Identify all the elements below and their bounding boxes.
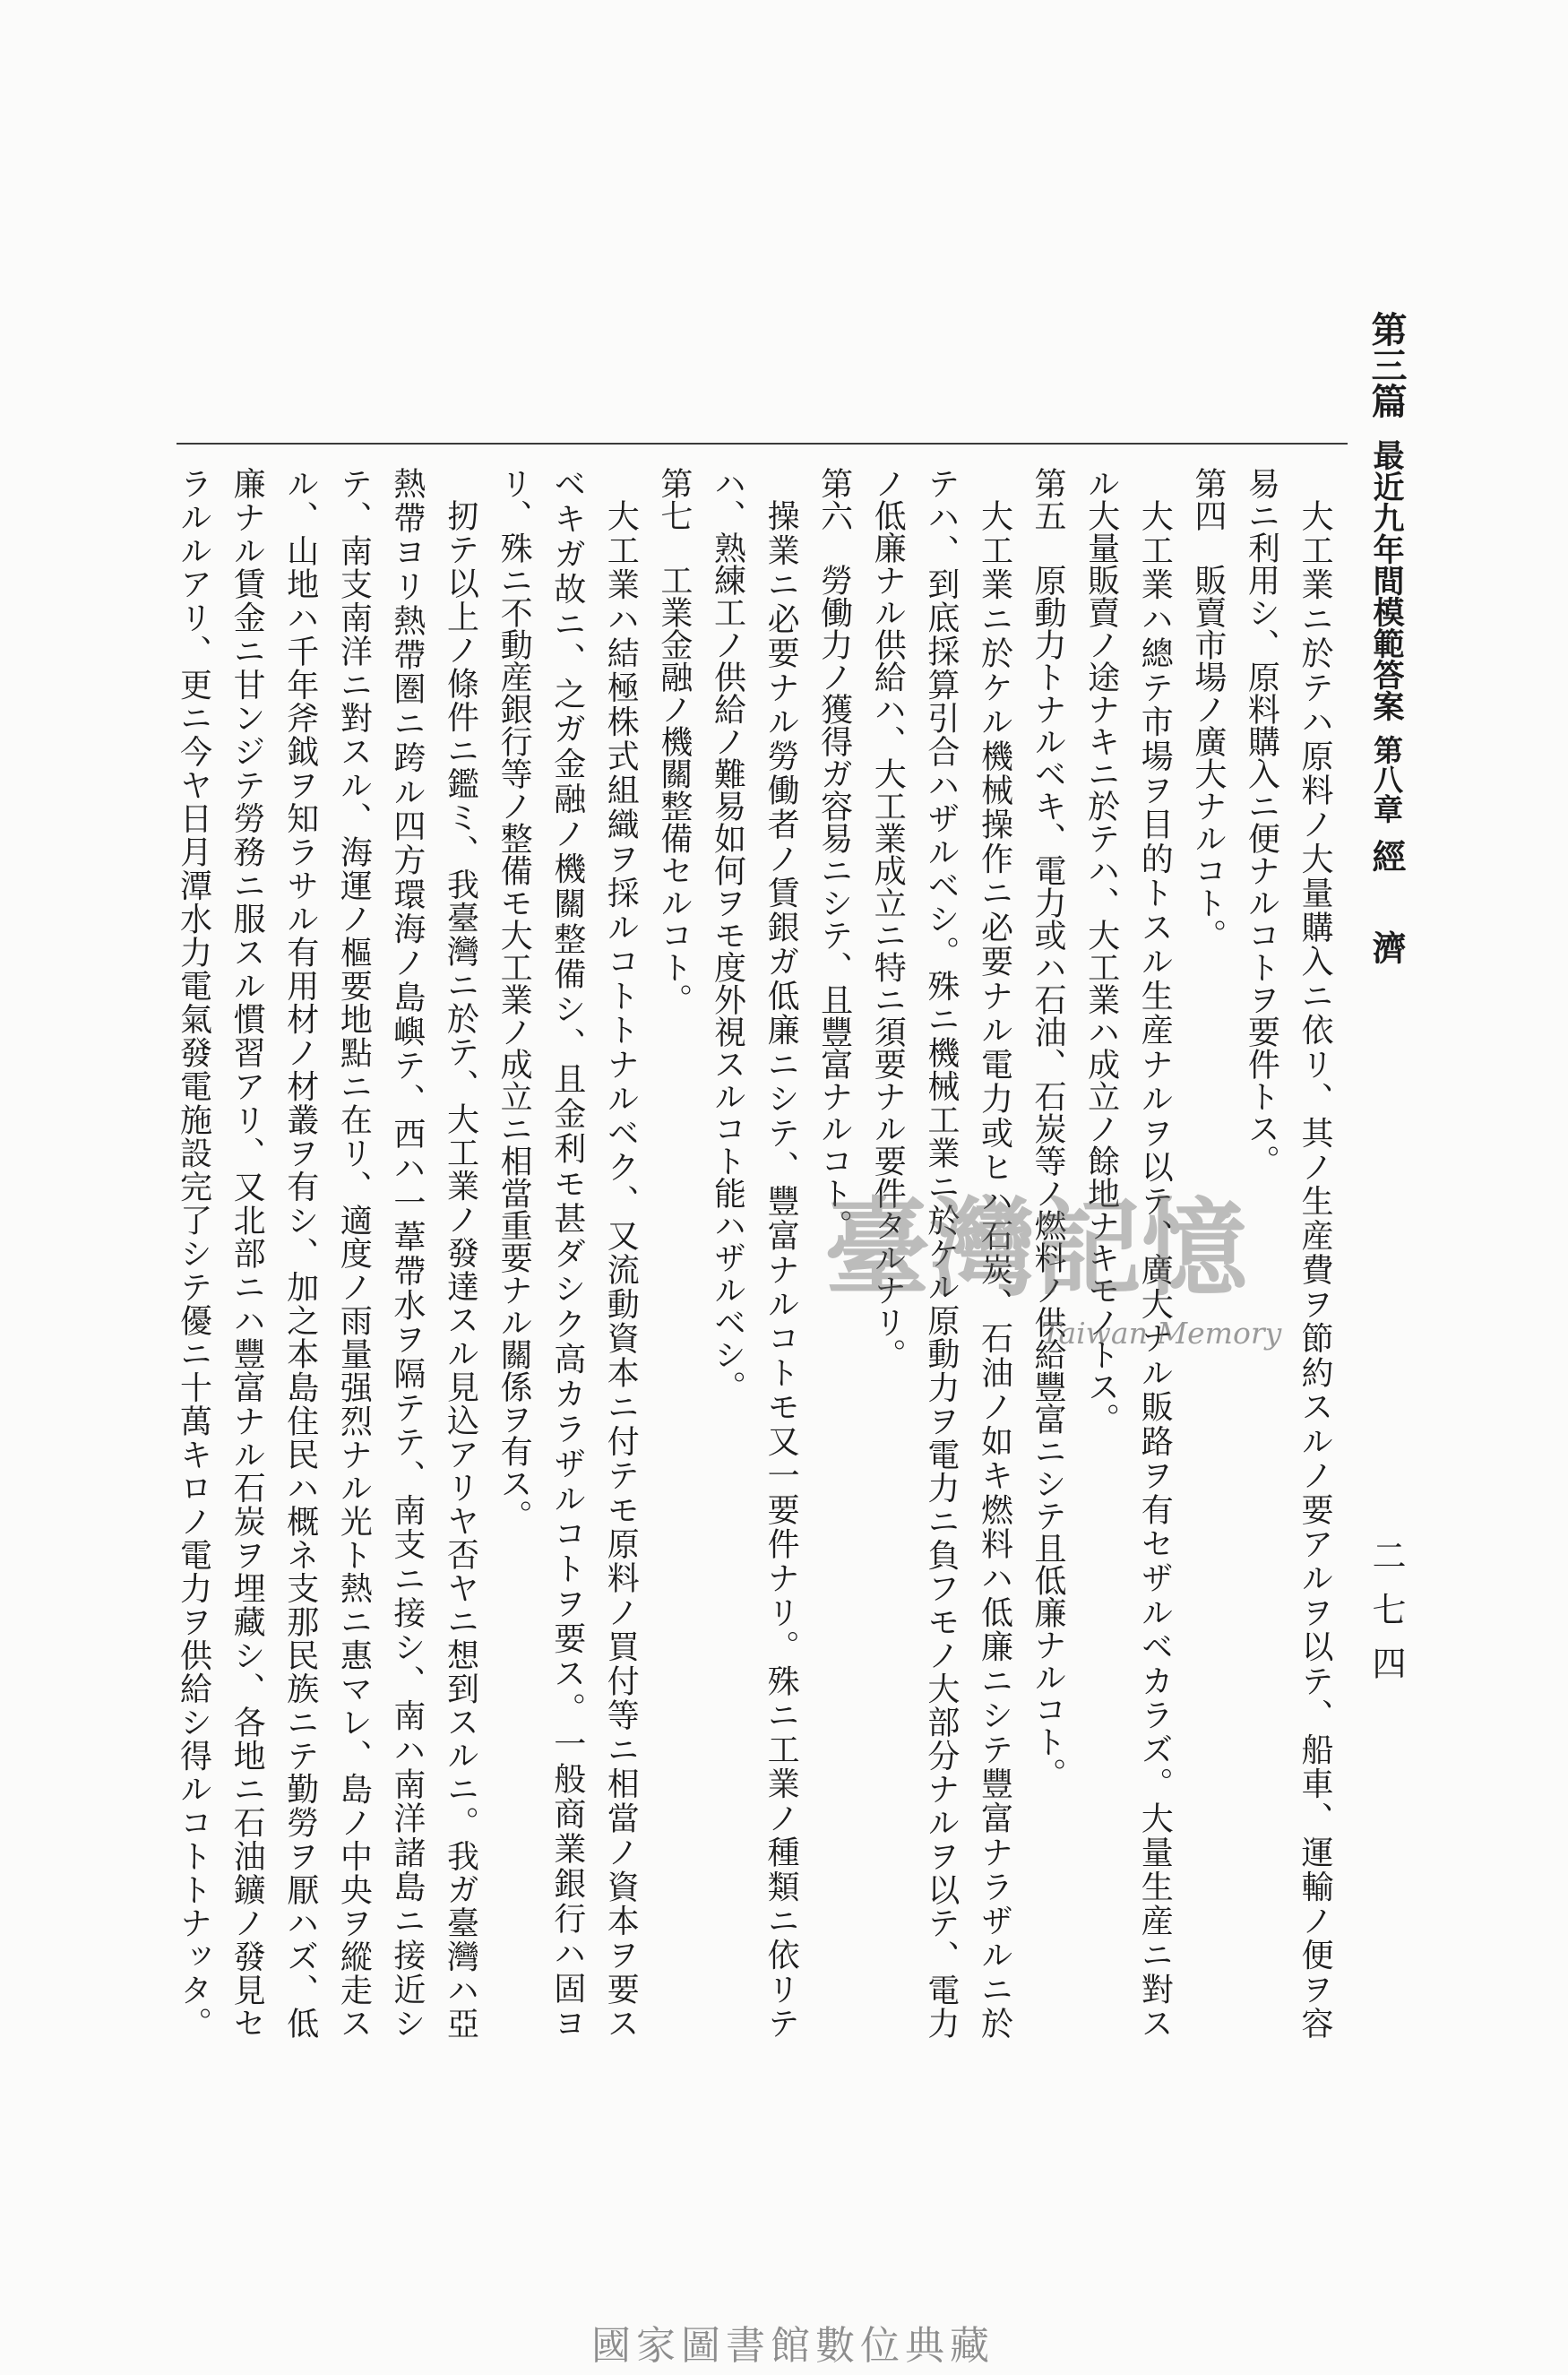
text-line: リ、殊ニ不動産銀行等ノ整備モ大工業ノ成立ニ相當重要ナル關係ヲ有ス。 <box>495 467 533 1532</box>
watermark-logo <box>824 1186 1290 1360</box>
text-line: 大工業ハ總テ市場ヲ目的トスル生産ナルヲ以テ、廣大ナル販路ヲ有セザルベカラズ。大量生産ニ對ス <box>1136 499 1174 2039</box>
text-line: 操業ニ必要ナル勞働者ノ賃銀ガ低廉ニシテ、豐富ナルコトモ又一要件ナリ。殊ニ工業ノ種類ニ依リテ <box>762 499 800 2039</box>
section-heading: 第五 原動力トナルベキ、電力或ハ石油、石炭等ノ燃料ノ供給豐富ニシテ且低廉ナルコト。 <box>1030 467 1067 1790</box>
text-line: 大工業ハ結極株式組織ヲ採ルコトトナルベク、又流動資本ニ付テモ原料ノ買付等ニ相當ノ資本ヲ要ス <box>602 499 640 2039</box>
running-head-chapter: 第八章 <box>1369 735 1404 824</box>
text-line: テ、南支南洋ニ對スル、海運ノ樞要地點ニ在リ、適度ノ雨量强烈ナル光ト熱ニ惠マレ、島ノ中央ヲ縱走ス <box>335 467 373 2039</box>
watermark-text: 臺灣記憶 <box>824 1186 1248 1310</box>
running-head-book-title: 最近九年間模範答案 <box>1368 439 1405 721</box>
running-head-chapter-title: 經濟 <box>1366 839 1407 1022</box>
page-number: 二七四 <box>1366 1538 1406 1699</box>
section-heading: 第六 勞働力ノ獲得ガ容易ニシテ、且豐富ナルコト。 <box>815 467 853 1241</box>
text-line: 大工業ニ於テハ原料ノ大量購入ニ依リ、其ノ生産費ヲ節約スルノ要アルヲ以テ、船車、運輸ノ便ヲ容 <box>1297 499 1333 2039</box>
section-heading: 第七 工業金融ノ機關整備セルコト。 <box>655 467 693 1015</box>
running-head-part: 第三篇 <box>1366 311 1408 419</box>
source-credit: 國家圖書館數位典藏 <box>591 2323 995 2369</box>
text-line: 大工業ニ於ケル機械操作ニ必要ナル電力或ヒハ石炭、石油ノ如キ燃料ハ低廉ニシテ豐富ナラザルニ於 <box>976 499 1013 2039</box>
text-line: 廉ナル賃金ニ甘ンジテ勞務ニ服スル慣習アリ、又北部ニハ豐富ナル石炭ヲ埋藏シ、各地ニ石油鑛ノ發見セ <box>228 467 266 2039</box>
text-line: ル大量販賣ノ途ナキニ於テハ、大工業ハ成立ノ餘地ナキモノトス。 <box>1082 467 1120 1435</box>
text-line: ラルルアリ、更ニ今ヤ日月潭水力電氣發電施設完了シテ優ニ十萬キロノ電力ヲ供給シ得ルコトトナッタ。 <box>175 467 212 2039</box>
text-line: テハ、到底採算引合ハザルベシ。殊ニ機械工業ニ於ケル原動力ヲ電力ニ負フモノ大部分ナルヲ以テ、電力 <box>922 467 960 2039</box>
watermark-subtext: Taiwan Memory <box>1041 1316 1282 1351</box>
text-line: 易ニ利用シ、原料購入ニ便ナルコトヲ要件トス。 <box>1243 467 1280 1177</box>
text-line: 熱帶ヨリ熱帶圏ニ跨ル四方環海ノ島嶼テ、西ハ一葦帶水ヲ隔テテ、南支ニ接シ、南ハ南洋諸島ニ接近シ <box>388 467 426 2039</box>
text-line: ベキガ故ニ、之ガ金融ノ機關整備シ、且金利モ甚ダシク高カラザルコトヲ要ス。一般商業銀行ハ固ヨ <box>548 467 586 2039</box>
text-line: ル、山地ハ千年斧鉞ヲ知ラサル有用材ノ材叢ヲ有シ、加之本島住民ハ概ネ支那民族ニテ勤勞ヲ厭ハズ、低 <box>281 467 319 2039</box>
header-rule <box>177 443 1348 445</box>
text-line: 扨テ以上ノ條件ニ鑑ミ、我臺灣ニ於テ、大工業ノ發達スル見込アリヤ否ヤニ想到スルニ。我ガ臺灣ハ亞 <box>442 499 479 2039</box>
section-heading: 第四 販賣市場ノ廣大ナルコト。 <box>1189 467 1227 951</box>
text-line: ハ、熟練工ノ供給ノ難易如何ヲモ度外視スルコト能ハザルベシ。 <box>709 467 746 1403</box>
text-line: ノ低廉ナル供給ハ、大工業成立ニ特ニ須要ナル要件タルナリ。 <box>869 467 907 1370</box>
